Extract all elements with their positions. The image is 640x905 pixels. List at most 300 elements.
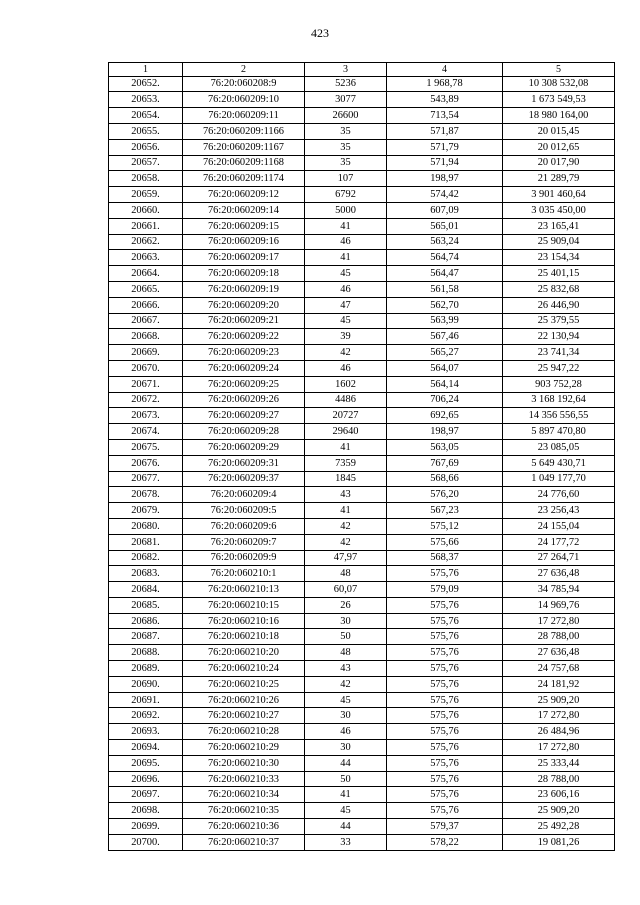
table-cell: 24 757,68 — [503, 661, 615, 677]
table-cell: 24 155,04 — [503, 518, 615, 534]
table-cell: 20695. — [109, 755, 183, 771]
table-row — [109, 439, 615, 455]
table-cell: 20654. — [109, 108, 183, 124]
table-cell: 30 — [305, 708, 387, 724]
table-cell: 7359 — [305, 455, 387, 471]
table-cell: 48 — [305, 566, 387, 582]
table-cell: 4486 — [305, 392, 387, 408]
table-cell: 692,65 — [387, 408, 503, 424]
table-cell: 25 492,28 — [503, 819, 615, 835]
table-row — [109, 92, 615, 108]
table-cell: 3 901 460,64 — [503, 187, 615, 203]
table-cell: 76:20:060209:1174 — [183, 171, 305, 187]
table-row — [109, 566, 615, 582]
table-cell: 76:20:060210:29 — [183, 740, 305, 756]
table-cell: 568,37 — [387, 550, 503, 566]
table-row — [109, 171, 615, 187]
table-cell: 25 909,20 — [503, 803, 615, 819]
table-cell: 564,14 — [387, 376, 503, 392]
table-cell: 20686. — [109, 613, 183, 629]
table-cell: 579,37 — [387, 819, 503, 835]
table-row — [109, 834, 615, 850]
table-cell: 76:20:060210:30 — [183, 755, 305, 771]
table-cell: 76:20:060210:13 — [183, 582, 305, 598]
table-cell: 20676. — [109, 455, 183, 471]
table-row — [109, 218, 615, 234]
table-cell: 76:20:060209:20 — [183, 297, 305, 313]
table-cell: 25 909,20 — [503, 692, 615, 708]
table-row — [109, 803, 615, 819]
table-cell: 5236 — [305, 76, 387, 92]
table-cell: 41 — [305, 250, 387, 266]
table-cell: 575,76 — [387, 740, 503, 756]
table-cell: 6792 — [305, 187, 387, 203]
table-row — [109, 108, 615, 124]
table-body — [109, 76, 615, 850]
table-cell: 50 — [305, 771, 387, 787]
table-row — [109, 424, 615, 440]
table-cell: 42 — [305, 518, 387, 534]
column-header: 1 — [109, 63, 183, 77]
table-cell: 76:20:060210:1 — [183, 566, 305, 582]
table-cell: 767,69 — [387, 455, 503, 471]
table-cell: 25 832,68 — [503, 281, 615, 297]
table-cell: 76:20:060210:36 — [183, 819, 305, 835]
table-cell: 575,76 — [387, 597, 503, 613]
table-cell: 571,79 — [387, 139, 503, 155]
table-cell: 1 968,78 — [387, 76, 503, 92]
table-cell: 561,58 — [387, 281, 503, 297]
table-cell: 198,97 — [387, 171, 503, 187]
table-cell: 20672. — [109, 392, 183, 408]
table-cell: 18 980 164,00 — [503, 108, 615, 124]
table-cell: 20656. — [109, 139, 183, 155]
table-cell: 20661. — [109, 218, 183, 234]
table-cell: 198,97 — [387, 424, 503, 440]
table-row — [109, 534, 615, 550]
table-cell: 76:20:060210:28 — [183, 724, 305, 740]
table-cell: 575,76 — [387, 661, 503, 677]
table-cell: 20694. — [109, 740, 183, 756]
table-cell: 14 356 556,55 — [503, 408, 615, 424]
table-cell: 575,76 — [387, 676, 503, 692]
table-cell: 20660. — [109, 202, 183, 218]
table-cell: 46 — [305, 360, 387, 376]
table-cell: 27 264,71 — [503, 550, 615, 566]
table-cell: 563,99 — [387, 313, 503, 329]
table-row — [109, 518, 615, 534]
table-cell: 76:20:060210:20 — [183, 645, 305, 661]
table-cell: 76:20:060209:24 — [183, 360, 305, 376]
table-cell: 20658. — [109, 171, 183, 187]
table-row — [109, 313, 615, 329]
table-cell: 76:20:060209:29 — [183, 439, 305, 455]
table-cell: 20699. — [109, 819, 183, 835]
table-cell: 20697. — [109, 787, 183, 803]
table-cell: 575,66 — [387, 534, 503, 550]
table-cell: 76:20:060209:28 — [183, 424, 305, 440]
table-cell: 25 401,15 — [503, 266, 615, 282]
table-row — [109, 787, 615, 803]
table-cell: 567,46 — [387, 329, 503, 345]
table-cell: 76:20:060209:27 — [183, 408, 305, 424]
column-header: 5 — [503, 63, 615, 77]
table-cell: 575,76 — [387, 771, 503, 787]
column-header: 4 — [387, 63, 503, 77]
table-cell: 20653. — [109, 92, 183, 108]
table-cell: 17 272,80 — [503, 708, 615, 724]
table-cell: 607,09 — [387, 202, 503, 218]
table-cell: 543,89 — [387, 92, 503, 108]
table-row — [109, 708, 615, 724]
table-cell: 571,94 — [387, 155, 503, 171]
table-row — [109, 740, 615, 756]
table-cell: 76:20:060209:1166 — [183, 123, 305, 139]
table-cell: 20663. — [109, 250, 183, 266]
table-cell: 20692. — [109, 708, 183, 724]
table-cell: 576,20 — [387, 487, 503, 503]
table-cell: 23 085,05 — [503, 439, 615, 455]
table-row — [109, 360, 615, 376]
table-cell: 1845 — [305, 471, 387, 487]
table-cell: 20684. — [109, 582, 183, 598]
table-cell: 23 256,43 — [503, 503, 615, 519]
table-cell: 20 017,90 — [503, 155, 615, 171]
table-cell: 26 — [305, 597, 387, 613]
table-cell: 47,97 — [305, 550, 387, 566]
table-cell: 19 081,26 — [503, 834, 615, 850]
table-cell: 564,07 — [387, 360, 503, 376]
table-cell: 575,76 — [387, 629, 503, 645]
table-cell: 48 — [305, 645, 387, 661]
table-cell: 567,23 — [387, 503, 503, 519]
table-row — [109, 329, 615, 345]
table-cell: 43 — [305, 487, 387, 503]
table-cell: 29640 — [305, 424, 387, 440]
table-cell: 26600 — [305, 108, 387, 124]
table-cell: 20687. — [109, 629, 183, 645]
table-cell: 24 177,72 — [503, 534, 615, 550]
table-cell: 20682. — [109, 550, 183, 566]
table-cell: 20674. — [109, 424, 183, 440]
table-cell: 50 — [305, 629, 387, 645]
table-cell: 20696. — [109, 771, 183, 787]
table-cell: 45 — [305, 266, 387, 282]
header-row — [109, 63, 615, 77]
table-cell: 28 788,00 — [503, 629, 615, 645]
table-cell: 76:20:060209:23 — [183, 345, 305, 361]
table-cell: 1602 — [305, 376, 387, 392]
table-cell: 564,74 — [387, 250, 503, 266]
table-row — [109, 202, 615, 218]
table-cell: 33 — [305, 834, 387, 850]
table-cell: 5 897 470,80 — [503, 424, 615, 440]
table-cell: 60,07 — [305, 582, 387, 598]
table-cell: 20 012,65 — [503, 139, 615, 155]
table-cell: 27 636,48 — [503, 645, 615, 661]
table-cell: 47 — [305, 297, 387, 313]
table-cell: 45 — [305, 313, 387, 329]
table-cell: 3077 — [305, 92, 387, 108]
table-cell: 575,76 — [387, 803, 503, 819]
table-cell: 27 636,48 — [503, 566, 615, 582]
table-row — [109, 76, 615, 92]
table-row — [109, 123, 615, 139]
table-cell: 17 272,80 — [503, 740, 615, 756]
table-cell: 20673. — [109, 408, 183, 424]
table-cell: 76:20:060210:34 — [183, 787, 305, 803]
table-cell: 28 788,00 — [503, 771, 615, 787]
table-cell: 20680. — [109, 518, 183, 534]
column-header: 2 — [183, 63, 305, 77]
table-row — [109, 661, 615, 677]
table-cell: 76:20:060209:22 — [183, 329, 305, 345]
table-cell: 563,05 — [387, 439, 503, 455]
table-cell: 26 446,90 — [503, 297, 615, 313]
table-row — [109, 487, 615, 503]
table-cell: 3 035 450,00 — [503, 202, 615, 218]
table-cell: 564,47 — [387, 266, 503, 282]
table-row — [109, 645, 615, 661]
table-cell: 562,70 — [387, 297, 503, 313]
table-cell: 1 049 177,70 — [503, 471, 615, 487]
table-cell: 76:20:060210:35 — [183, 803, 305, 819]
table-row — [109, 155, 615, 171]
table-cell: 76:20:060209:16 — [183, 234, 305, 250]
table-cell: 76:20:060209:1167 — [183, 139, 305, 155]
table-cell: 20691. — [109, 692, 183, 708]
table-cell: 76:20:060210:27 — [183, 708, 305, 724]
table-cell: 76:20:060209:19 — [183, 281, 305, 297]
table-cell: 20667. — [109, 313, 183, 329]
table-cell: 20659. — [109, 187, 183, 203]
table-cell: 42 — [305, 676, 387, 692]
table-cell: 46 — [305, 281, 387, 297]
table-cell: 35 — [305, 139, 387, 155]
table-cell: 20689. — [109, 661, 183, 677]
table-cell: 46 — [305, 724, 387, 740]
table-cell: 30 — [305, 613, 387, 629]
table-cell: 76:20:060209:37 — [183, 471, 305, 487]
table-cell: 76:20:060210:37 — [183, 834, 305, 850]
table-row — [109, 408, 615, 424]
table-cell: 20 015,45 — [503, 123, 615, 139]
table-cell: 76:20:060209:17 — [183, 250, 305, 266]
table-row — [109, 771, 615, 787]
table-cell: 41 — [305, 439, 387, 455]
table-cell: 26 484,96 — [503, 724, 615, 740]
table-row — [109, 281, 615, 297]
table-cell: 42 — [305, 534, 387, 550]
table-cell: 578,22 — [387, 834, 503, 850]
table-cell: 41 — [305, 503, 387, 519]
table-cell: 76:20:060209:6 — [183, 518, 305, 534]
table-row — [109, 503, 615, 519]
table-cell: 25 333,44 — [503, 755, 615, 771]
table-row — [109, 250, 615, 266]
table-row — [109, 187, 615, 203]
table-cell: 24 181,92 — [503, 676, 615, 692]
data-table — [108, 62, 615, 851]
table-cell: 76:20:060209:9 — [183, 550, 305, 566]
table-row — [109, 676, 615, 692]
table-cell: 20700. — [109, 834, 183, 850]
table-cell: 575,76 — [387, 724, 503, 740]
table-cell: 20655. — [109, 123, 183, 139]
table-cell: 565,27 — [387, 345, 503, 361]
table-cell: 563,24 — [387, 234, 503, 250]
table-row — [109, 724, 615, 740]
table-cell: 76:20:060210:26 — [183, 692, 305, 708]
table-cell: 25 947,22 — [503, 360, 615, 376]
column-header: 3 — [305, 63, 387, 77]
table-cell: 20670. — [109, 360, 183, 376]
table-cell: 76:20:060209:15 — [183, 218, 305, 234]
table-cell: 20657. — [109, 155, 183, 171]
table-cell: 46 — [305, 234, 387, 250]
table-cell: 568,66 — [387, 471, 503, 487]
table-cell: 22 130,94 — [503, 329, 615, 345]
table-cell: 20727 — [305, 408, 387, 424]
table-row — [109, 471, 615, 487]
table-cell: 76:20:060209:1168 — [183, 155, 305, 171]
table-cell: 20683. — [109, 566, 183, 582]
table-row — [109, 266, 615, 282]
table-row — [109, 550, 615, 566]
table-cell: 76:20:060210:25 — [183, 676, 305, 692]
table-cell: 23 741,34 — [503, 345, 615, 361]
table-cell: 41 — [305, 787, 387, 803]
table-row — [109, 613, 615, 629]
table-cell: 76:20:060210:15 — [183, 597, 305, 613]
table-cell: 76:20:060209:10 — [183, 92, 305, 108]
table-row — [109, 297, 615, 313]
table-row — [109, 345, 615, 361]
table-cell: 20681. — [109, 534, 183, 550]
table-row — [109, 692, 615, 708]
table-cell: 44 — [305, 755, 387, 771]
table-cell: 41 — [305, 218, 387, 234]
table-cell: 575,76 — [387, 613, 503, 629]
table-cell: 20666. — [109, 297, 183, 313]
table-cell: 23 165,41 — [503, 218, 615, 234]
table-row — [109, 629, 615, 645]
table-cell: 76:20:060209:31 — [183, 455, 305, 471]
table-cell: 76:20:060209:5 — [183, 503, 305, 519]
table-cell: 20677. — [109, 471, 183, 487]
table-cell: 20652. — [109, 76, 183, 92]
table-cell: 23 154,34 — [503, 250, 615, 266]
table-cell: 20671. — [109, 376, 183, 392]
table-cell: 76:20:060209:4 — [183, 487, 305, 503]
table-cell: 25 379,55 — [503, 313, 615, 329]
table-row — [109, 455, 615, 471]
table-cell: 10 308 532,08 — [503, 76, 615, 92]
table-cell: 20678. — [109, 487, 183, 503]
table-row — [109, 755, 615, 771]
table-cell: 76:20:060209:12 — [183, 187, 305, 203]
table-cell: 579,09 — [387, 582, 503, 598]
table-cell: 575,76 — [387, 645, 503, 661]
table-cell: 21 289,79 — [503, 171, 615, 187]
table-cell: 575,76 — [387, 787, 503, 803]
table-cell: 20665. — [109, 281, 183, 297]
table-cell: 20668. — [109, 329, 183, 345]
table-row — [109, 376, 615, 392]
table-cell: 20685. — [109, 597, 183, 613]
table-cell: 5000 — [305, 202, 387, 218]
table-cell: 575,76 — [387, 755, 503, 771]
table-cell: 20662. — [109, 234, 183, 250]
table-cell: 76:20:060209:7 — [183, 534, 305, 550]
table-cell: 30 — [305, 740, 387, 756]
table-cell: 20669. — [109, 345, 183, 361]
table-cell: 574,42 — [387, 187, 503, 203]
table-cell: 1 673 549,53 — [503, 92, 615, 108]
table-cell: 23 606,16 — [503, 787, 615, 803]
table-cell: 45 — [305, 803, 387, 819]
table-cell: 20679. — [109, 503, 183, 519]
table-cell: 44 — [305, 819, 387, 835]
page-number: 423 — [311, 26, 329, 40]
table-cell: 706,24 — [387, 392, 503, 408]
table-cell: 24 776,60 — [503, 487, 615, 503]
table-cell: 76:20:060209:18 — [183, 266, 305, 282]
table-cell: 76:20:060208:9 — [183, 76, 305, 92]
table-cell: 20690. — [109, 676, 183, 692]
table-cell: 39 — [305, 329, 387, 345]
table-cell: 76:20:060209:21 — [183, 313, 305, 329]
table-cell: 20698. — [109, 803, 183, 819]
table-cell: 575,12 — [387, 518, 503, 534]
table-cell: 25 909,04 — [503, 234, 615, 250]
table-row — [109, 819, 615, 835]
table-cell: 43 — [305, 661, 387, 677]
table-cell: 14 969,76 — [503, 597, 615, 613]
table-cell: 20675. — [109, 439, 183, 455]
table-cell: 571,87 — [387, 123, 503, 139]
table-cell: 3 168 192,64 — [503, 392, 615, 408]
table-row — [109, 392, 615, 408]
table-row — [109, 234, 615, 250]
table-cell: 76:20:060209:26 — [183, 392, 305, 408]
table-cell: 76:20:060210:18 — [183, 629, 305, 645]
table-cell: 903 752,28 — [503, 376, 615, 392]
table-cell: 20688. — [109, 645, 183, 661]
table-cell: 5 649 430,71 — [503, 455, 615, 471]
table-cell: 20664. — [109, 266, 183, 282]
table-cell: 20693. — [109, 724, 183, 740]
table-row — [109, 139, 615, 155]
table-cell: 35 — [305, 155, 387, 171]
table-cell: 76:20:060210:24 — [183, 661, 305, 677]
table-cell: 34 785,94 — [503, 582, 615, 598]
table-cell: 575,76 — [387, 566, 503, 582]
table-cell: 42 — [305, 345, 387, 361]
table-cell: 575,76 — [387, 692, 503, 708]
table-cell: 76:20:060209:14 — [183, 202, 305, 218]
table-cell: 76:20:060210:33 — [183, 771, 305, 787]
table-cell: 35 — [305, 123, 387, 139]
table-cell: 76:20:060209:11 — [183, 108, 305, 124]
table-cell: 565,01 — [387, 218, 503, 234]
table-cell: 713,54 — [387, 108, 503, 124]
table-cell: 107 — [305, 171, 387, 187]
table-cell: 76:20:060209:25 — [183, 376, 305, 392]
table-cell: 17 272,80 — [503, 613, 615, 629]
table-cell: 76:20:060210:16 — [183, 613, 305, 629]
table-cell: 45 — [305, 692, 387, 708]
